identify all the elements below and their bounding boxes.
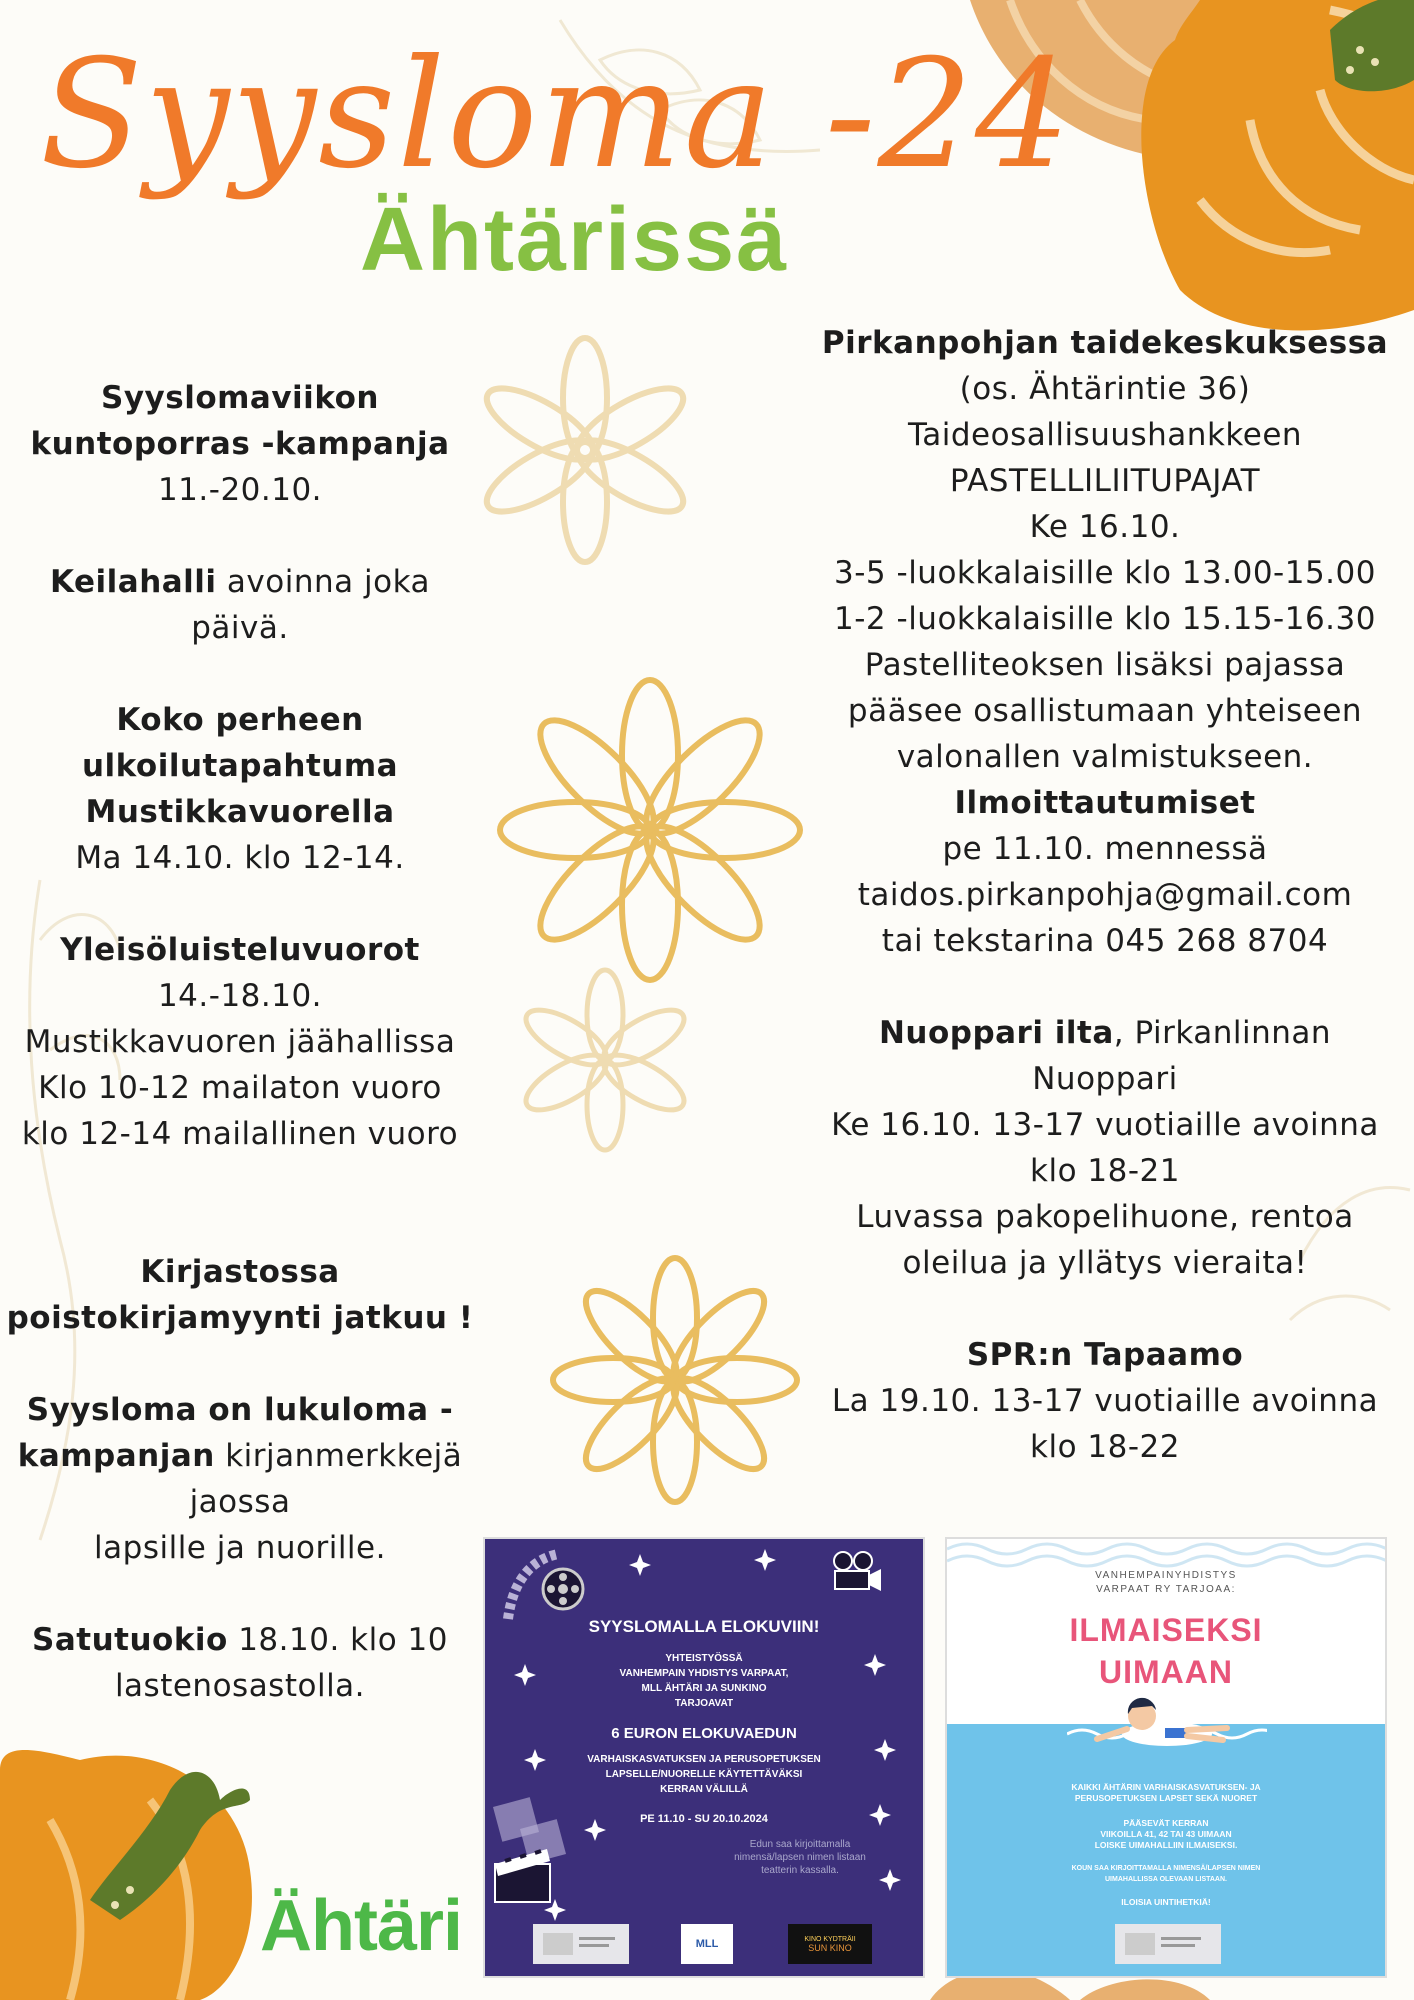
cinema-note: Edun saa kirjoittamalla nimensä/lapsen nimen listaan teatterin kassalla.: [734, 1839, 866, 1876]
taidekeskus-time-1: 3-5 -luokkalaisille klo 13.00-15.00: [834, 555, 1376, 591]
cinema-sub-2: VANHEMPAIN YHDISTYS VARPAAT,: [619, 1668, 789, 1679]
taidekeskus-date: Ke 16.10.: [1029, 509, 1181, 545]
nuoppari-line-4: Luvassa pakopelihuone, rentoa: [856, 1199, 1354, 1235]
left-column: [0, 375, 480, 1709]
taidekeskus-address: (os. Ähtärintie 36): [959, 371, 1251, 407]
ilmoittautumiset-phone: tai tekstarina 045 268 8704: [881, 923, 1329, 959]
swim-text-1: KAIKKI ÄHTÄRIN VARHAISKASVATUKSEN- JA: [1071, 1782, 1261, 1792]
kirjasto-heading-2: poistokirjamyynti jatkuu !: [6, 1300, 474, 1336]
cinema-date: PE 11.10 - SU 20.10.2024: [640, 1813, 768, 1825]
taidekeskus-line-3: PASTELLILIITUPAJAT: [949, 463, 1261, 499]
swim-title-1: ILMAISEKSI: [1069, 1612, 1263, 1648]
cinema-offer: 6 EURON ELOKUVAEDUN: [611, 1725, 797, 1742]
keilahalli-label: Keilahalli: [50, 564, 217, 600]
luistelu-slot-1: Klo 10-12 mailaton vuoro: [38, 1070, 442, 1106]
cinema-title: SYYSLOMALLA ELOKUVIIN!: [588, 1617, 820, 1636]
taidekeskus-line-2: Taideosallisuushankkeen: [907, 417, 1303, 453]
swim-text-6: KOUN SAA KIRJOITTAMALLA NIMENSÄ/LAPSEN NIMEN: [1071, 1865, 1261, 1872]
kuntoporras-dates: 11.-20.10.: [157, 472, 323, 508]
right-column: [805, 320, 1405, 1470]
wave-decoration: [947, 1539, 1387, 1569]
nuoppari-heading: Nuoppari ilta: [878, 1015, 1114, 1051]
kuntoporras-heading-2: kuntoporras -kampanja: [30, 426, 450, 462]
kino-logo-text-2: SUN KINO: [808, 1942, 852, 1953]
kirjasto-heading-1: Kirjastossa: [140, 1254, 340, 1290]
flower-decoration-2: [485, 665, 815, 995]
lukuloma-text-1: kirjanmerkkejä: [214, 1438, 463, 1474]
swim-title-2: UIMAAN: [1099, 1654, 1233, 1690]
taidekeskus-time-2: 1-2 -luokkalaisille klo 15.15-16.30: [834, 601, 1376, 637]
ilmoittautumiset-email[interactable]: taidos.pirkanpohja@gmail.com: [857, 877, 1353, 913]
flower-decoration-3: [505, 960, 705, 1160]
varpaat-logo: [533, 1924, 629, 1964]
ulkoilu-heading-1: Koko perheen: [116, 702, 364, 738]
nuoppari-line-5: oleilua ja yllätys vieraita!: [902, 1245, 1308, 1281]
luistelu-slot-2: klo 12-14 mailallinen vuoro: [21, 1116, 459, 1152]
nuoppari-line-2: Ke 16.10. 13-17 vuotiaille avoinna: [831, 1107, 1379, 1143]
page-subtitle: Ähtärissä: [360, 190, 789, 290]
ulkoilu-time: Ma 14.10. klo 12-14.: [75, 840, 405, 876]
spr-line-1: La 19.10. 13-17 vuotiaille avoinna: [831, 1383, 1379, 1419]
cinema-sub-1: YHTEISTYÖSSÄ: [665, 1653, 743, 1664]
mll-logo: MLL: [681, 1924, 733, 1964]
swim-text-7: UIMAHALLISSA OLEVAAN LISTAAN.: [1105, 1876, 1227, 1883]
keilahalli-text-2: päivä.: [191, 610, 289, 646]
keilahalli-text: avoinna joka: [216, 564, 430, 600]
swim-text-8: ILOISIA UINTIHETKIÄ!: [1121, 1897, 1211, 1907]
lukuloma-text-3: lapsille ja nuorille.: [94, 1530, 386, 1566]
flower-decoration-1: [470, 335, 700, 565]
satutuokio-label: Satutuokio: [32, 1622, 228, 1658]
taidekeskus-heading: Pirkanpohjan taidekeskuksessa: [821, 325, 1389, 361]
kuntoporras-heading-1: Syyslomaviikon: [101, 380, 379, 416]
satutuokio-place: lastenosastolla.: [114, 1668, 366, 1704]
flower-decoration-4: [540, 1245, 810, 1515]
cinema-poster: [483, 1537, 925, 1978]
ulkoilu-heading-3: Mustikkavuorella: [85, 794, 395, 830]
swimming-poster: [945, 1537, 1387, 1978]
swim-header-2: VARPAAT RY TARJOAA:: [1096, 1584, 1236, 1595]
spr-line-2: klo 18-22: [1030, 1429, 1180, 1465]
kino-logo-text-1: KINO KYDTRÄII: [804, 1935, 856, 1943]
ilmoittautumiset-heading: Ilmoittautumiset: [954, 785, 1256, 821]
swim-text-3: PÄÄSEVÄT KERRAN: [1123, 1818, 1209, 1828]
spr-heading: SPR:n Tapaamo: [966, 1337, 1244, 1373]
ahtari-logo: Ähtäri: [260, 1886, 463, 1966]
ilmoittautumiset-deadline: pe 11.10. mennessä: [942, 831, 1268, 867]
lukuloma-heading-1: Syysloma on lukuloma -: [26, 1392, 454, 1428]
clapperboard-icon: [495, 1849, 550, 1902]
swim-text-4: VIIKOILLA 41, 42 TAI 43 UIMAAN: [1100, 1829, 1232, 1839]
cinema-detail-1: VARHAISKASVATUKSEN JA PERUSOPETUKSEN: [587, 1754, 821, 1765]
swim-header-1: VANHEMPAINYHDISTYS: [1095, 1570, 1237, 1581]
taidekeskus-line-8: pääsee osallistumaan yhteiseen: [847, 693, 1363, 729]
swimmer-icon: [1067, 1694, 1267, 1769]
pumpkin-bottom-left: [0, 1750, 252, 2000]
nuoppari-line-1: Nuoppari: [1032, 1061, 1178, 1097]
luistelu-place: Mustikkavuoren jäähallissa: [24, 1024, 456, 1060]
nuoppari-place: , Pirkanlinnan: [1113, 1015, 1332, 1051]
lukuloma-heading-2: kampanjan: [17, 1438, 215, 1474]
ulkoilu-heading-2: ulkoilutapahtuma: [81, 748, 399, 784]
varpaat-logo-2: [1115, 1924, 1221, 1964]
cinema-detail-3: KERRAN VÄLILLÄ: [660, 1784, 748, 1795]
stars-decoration: [485, 1539, 925, 1978]
page-title: Syysloma -24: [40, 28, 1073, 202]
swim-text-2: PERUSOPETUKSEN LAPSET SEKÄ NUORET: [1074, 1793, 1258, 1803]
cinema-sub-3: MLL ÄHTÄRI JA SUNKINO: [641, 1683, 767, 1694]
lukuloma-text-2: jaossa: [189, 1484, 291, 1520]
swim-text-5: LOISKE UIMAHALLIIN ILMAISEKSI.: [1094, 1840, 1238, 1850]
cinema-sub-4: TARJOAVAT: [674, 1698, 734, 1709]
luistelu-heading: Yleisöluisteluvuorot: [60, 932, 420, 968]
nuoppari-line-3: klo 18-21: [1030, 1153, 1180, 1189]
luistelu-dates: 14.-18.10.: [157, 978, 323, 1014]
kino-logo: [788, 1924, 872, 1964]
satutuokio-time: 18.10. klo 10: [227, 1622, 448, 1658]
taidekeskus-line-7: Pastelliteoksen lisäksi pajassa: [864, 647, 1346, 683]
taidekeskus-line-9: valonallen valmistukseen.: [896, 739, 1314, 775]
cinema-detail-2: LAPSELLE/NUORELLE KÄYTETTÄVÄKSI: [605, 1769, 803, 1780]
